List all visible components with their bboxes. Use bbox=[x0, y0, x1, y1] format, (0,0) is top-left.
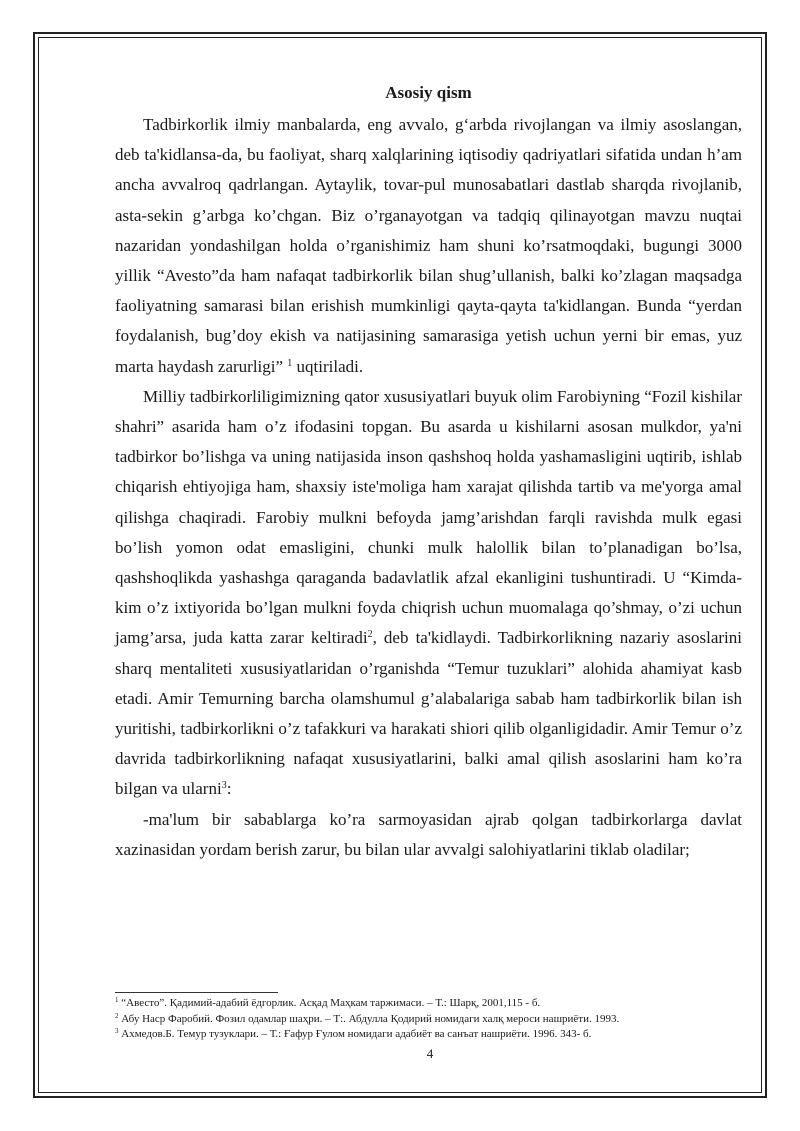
paragraph-1-tail: uqtiriladi. bbox=[292, 356, 364, 376]
footnote-3 bbox=[115, 1027, 742, 1043]
footnote-ref-1: 1 bbox=[287, 357, 293, 369]
paragraph-3: -ma'lum bir sabablarga ko’ra sarmoyasidan ajrab qolgan tadbirkorlarga davlat xazinasidan yordam berish zarur, bu bilan ular avvalgi salohiyatlarini tiklab oladilar; bbox=[115, 809, 742, 859]
footnote-ref-3: 3 bbox=[221, 780, 227, 792]
paragraph-1 bbox=[115, 110, 742, 382]
footnote-3-text: Ахмедов.Б. Темур тузуклари. – Т.: Ғафур Ғулом номидаги адабиёт ва санъат нашриёти. 1996. 343- б. bbox=[121, 1028, 592, 1040]
paragraph-2-text: Milliy tadbirkorliligimizning qator xususiyatlari buyuk olim Farobiyning “Fozil kishilar shahri” asarida ham o’z ifodasini topgan. Bu asarda u kishilarni asosan mulkdor, ya'ni tadbirkor bo’lishga va uning natijasida inson qashshoq holda yashamasligini uqtirib, ishlab chiqarish ehtiyojiga ham, shaxsiy iste'moliga ham xarajat qilishda tartib va me'yorga amal qilishga chaqiradi. Farobiy mulkni befoyda jamg’arishdan farqli ravishda mulk egasi bo’lish yomon odat emasligini, chunki mulk halollik bilan to’planadigan bo’lsa, qashshoqlikda yashashga qaraganda badavlatlik afzal ekanligini tushuntiradi. U “Kimda-kim o’z ixtiyorida bo’lgan mulkni foyda chiqrish uchun muomalaga qo’shmay, o’zi uchun jamg’arsa, juda katta zarar keltiradi bbox=[115, 386, 742, 648]
section-heading: Asosiy qism bbox=[385, 83, 472, 102]
footnote-1-number: 1 bbox=[115, 996, 119, 1004]
paragraph-2 bbox=[115, 382, 742, 805]
footnote-1-text: “Авесто”. Қадимий-адабий ёдгорлик. Асқад Маҳкам таржимаси. – Т.: Шарқ, 2001,115 - б. bbox=[121, 997, 541, 1009]
paragraph-1-text: Tadbirkorlik ilmiy manbalarda, eng avvalo, g‘arbda rivojlangan va ilmiy asoslangan, deb ta'kidlansa-da, bu faoliyat, sharq xalqlarining iqtisodiy qadriyatlari sifatida undan h’am ancha avvalroq qadrlangan. Aytaylik, tovar-pul munosabatlari dastlab sharqda rivojlanib, asta-sekin g’arbga ko’chgan. Biz o’rganayotgan va tadqiq qilinayotgan mavzu nuqtai nazaridan yondashilgan holda o’rganishimiz ham shuni ko’rsatmoqdaki, bugungi 3000 yillik “Avesto”da ham nafaqat tadbirkorlik bilan shug’ullanish, balki ko’zlagan maqsadga faoliyatning samarasi bilan erishish mumkinligi qayta-qayta ta'kidlangan. Bunda “yerdan foydalanish, bug’doy ekish va natijasining samarasiga yetish uchun yerni bir emas, yuz marta haydash zarurligi” bbox=[115, 115, 742, 376]
footnote-2-number: 2 bbox=[115, 1011, 119, 1020]
footnote-2 bbox=[115, 1012, 742, 1028]
page-body bbox=[115, 76, 742, 865]
footnote-3-number: 3 bbox=[115, 1027, 119, 1035]
paragraph-2-tail-2: : bbox=[226, 779, 232, 799]
footnote-1 bbox=[115, 996, 742, 1012]
page-number: 4 bbox=[426, 1046, 434, 1061]
footnote-2-text: Абу Наср Фаробий. Фозил одамлар шаҳри. – Т:. Абдулла Қодирий номидаги халқ мероси нашриёти. 1993. bbox=[121, 1012, 620, 1025]
footnotes bbox=[115, 996, 742, 1043]
footnote-separator bbox=[115, 992, 278, 993]
paragraph-2-tail: , deb ta'kidlaydi. Tadbirkorlikning nazariy asoslarini sharq mentaliteti xususiyatlaridan o’rganishda “Temur tuzuklari” alohida ahamiyat kasb etadi. Amir Temurning barcha olamshumul g’alabalariga sabab ham tadbirkorlik bilan ish yuritishi, tadbirkorlikni o’z tafakkuri va harakati shiori qilib olganligidadir. Amir Temur o’z davrida tadbirkorlikning nafaqat xususiyatlarini, balki amal qilish asoslarini ham ko’ra bilgan va ularni bbox=[115, 628, 742, 799]
footnote-ref-2: 2 bbox=[367, 629, 373, 641]
